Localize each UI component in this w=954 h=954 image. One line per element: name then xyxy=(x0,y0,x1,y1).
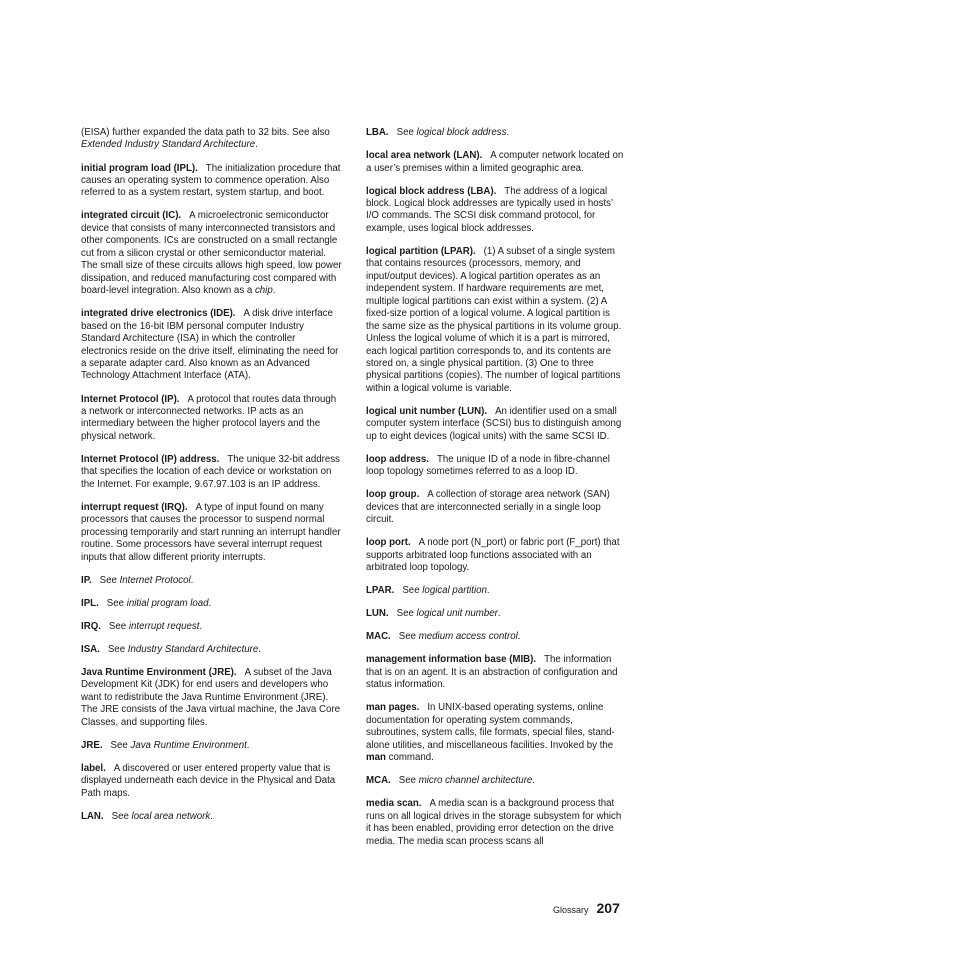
definition-text: See xyxy=(106,597,127,609)
cross-reference: micro channel architecture xyxy=(418,775,533,787)
definition-text: . xyxy=(506,127,510,138)
glossary-term: IPL. xyxy=(81,597,99,609)
glossary-term: management information base (MIB). xyxy=(366,654,537,666)
definition-text: An identifier used on a small computer system interface (SCSI) bus to distinguish among up to eight devices (logical units) with the same SCSI ID. xyxy=(366,405,622,442)
glossary-entry xyxy=(81,308,343,383)
glossary-term: loop group. xyxy=(366,489,420,501)
glossary-term: IRQ. xyxy=(81,620,101,632)
definition-text: A subset of the Java Development Kit (JDK) for end users and developers who want to redistribute the Java Runtime Environment (JRE). The JRE consists of the Java virtual machine, the Java Core Classes, and supporting files. xyxy=(81,666,340,728)
definition-text: . xyxy=(517,631,521,643)
definition-text: (1) A subset of a single system that contains resources (processors, memory, and input/output devices). A logical partition operates as an independent system. If hardware requirements are met, multiple logical partitions can exist within a system. (2) A fixed-size portion of a logical volume. A logical partition is the same size as the physical partitions in its volume group. Unless the logical volume of which it is a part is mirrored, each logical partition corresponds to, and its contents are stored on, a single physical partition. (3) One to three physical partitions (copies). The number of logical partitions within a logical volume is variable. xyxy=(366,245,622,394)
glossary-entry xyxy=(366,585,626,597)
definition-text: A media scan is a background process that runs on all logical drives in the storage subsystem for which it has been enabled, providing error detection on the drive media. The media scan process scans all xyxy=(366,798,622,847)
glossary-entry xyxy=(81,127,343,152)
glossary-right-column xyxy=(366,127,626,859)
glossary-term: LAN. xyxy=(81,810,104,822)
definition-text: The unique ID of a node in fibre-channel loop topology sometimes referred to as a loop ID. xyxy=(366,453,610,478)
glossary-entry xyxy=(81,394,343,444)
glossary-entry xyxy=(81,502,343,564)
glossary-entry xyxy=(366,631,626,643)
glossary-term: media scan. xyxy=(366,798,422,810)
glossary-term: LPAR. xyxy=(366,585,395,597)
definition-text: A disk drive interface based on the 16-bit IBM personal computer Industry Standard Architecture (ISA) in which the controller electronics reside on the drive itself, eliminating the need for a separate adapter card. Also known as an Advanced Technology Attachment Interface (ATA). xyxy=(81,308,339,382)
glossary-term: local area network (LAN). xyxy=(366,150,483,162)
definition-text: A discovered or user entered property value that is displayed underneath each device in the Physical and Data Path maps. xyxy=(81,762,336,799)
definition-text: See xyxy=(107,643,128,655)
definition-text: See xyxy=(111,810,132,822)
cross-reference: Java Runtime Environment xyxy=(130,739,247,751)
glossary-term: logical block address (LBA). xyxy=(366,185,497,197)
glossary-term: IP. xyxy=(81,574,92,586)
definition-text: . xyxy=(208,597,212,609)
cross-reference: chip xyxy=(254,285,273,297)
glossary-left-column xyxy=(81,127,343,834)
definition-text: command. xyxy=(385,752,434,764)
glossary-term: Java Runtime Environment (JRE). xyxy=(81,666,237,678)
page-footer xyxy=(553,900,620,916)
definition-text: . xyxy=(497,608,501,620)
glossary-entry xyxy=(81,575,343,587)
cross-reference: local area network xyxy=(131,810,211,822)
definition-text: See xyxy=(110,739,131,751)
definition-text: (EISA) further expanded the data path to 32 bits. See also xyxy=(81,127,330,138)
glossary-term: JRE. xyxy=(81,739,103,751)
cross-reference: initial program load xyxy=(126,597,209,609)
definition-text: . xyxy=(199,620,203,632)
definition-text: A node port (N_port) or fabric port (F_port) that supports arbitrated loop functions associated with an arbitrated loop topology. xyxy=(366,537,620,574)
definition-text: In UNIX-based operating systems, online documentation for operating system commands, subroutines, system calls, file formats, special files, stand-alone utilities, and miscellaneous facilities. Invoked by the xyxy=(366,702,615,751)
glossary-entry xyxy=(366,454,626,479)
page-number: 207 xyxy=(596,900,620,916)
glossary-term: man pages. xyxy=(366,702,420,714)
definition-text: See xyxy=(99,574,120,586)
glossary-entry xyxy=(366,150,626,175)
definition-text: See xyxy=(396,608,417,620)
glossary-term: initial program load (IPL). xyxy=(81,162,198,174)
glossary-entry xyxy=(81,667,343,729)
definition-text: The initialization procedure that causes an operating system to commence operation. Also referred to as a system restart, system startup, and boot. xyxy=(81,162,341,199)
glossary-entry xyxy=(81,763,343,800)
glossary-entry xyxy=(366,489,626,526)
glossary-term: logical unit number (LUN). xyxy=(366,405,488,417)
glossary-entry xyxy=(366,775,626,787)
cross-reference: logical unit number xyxy=(416,608,498,620)
glossary-term: interrupt request (IRQ). xyxy=(81,501,188,513)
footer-section-label: Glossary xyxy=(553,905,589,915)
glossary-term: integrated circuit (IC). xyxy=(81,210,182,222)
definition-text: A type of input found on many processors that causes the processor to suspend normal processing temporarily and start running an interrupt handler routine. Some processors have several interrupt request inputs that allow different priority interrupts. xyxy=(81,501,341,563)
definition-text: . xyxy=(258,643,261,655)
cross-reference: interrupt request xyxy=(128,620,200,632)
glossary-entry xyxy=(366,246,626,395)
definition-text: . xyxy=(272,285,276,297)
glossary-entry xyxy=(81,163,343,200)
glossary-entry xyxy=(366,186,626,236)
glossary-entry xyxy=(81,454,343,491)
glossary-term: label. xyxy=(81,762,106,774)
definition-text: See xyxy=(396,127,417,138)
glossary-entry xyxy=(81,644,343,656)
definition-text: . xyxy=(246,739,250,751)
glossary-entry xyxy=(366,127,626,139)
glossary-entry xyxy=(366,702,626,764)
glossary-entry xyxy=(366,537,626,574)
definition-text: The information that is on an agent. It is an abstraction of configuration and status information. xyxy=(366,654,618,691)
glossary-term: loop address. xyxy=(366,453,429,465)
cross-reference: logical block address xyxy=(416,127,507,138)
cross-reference: Extended Industry Standard Architecture xyxy=(81,139,256,151)
definition-text: . xyxy=(532,775,536,787)
definition-text: See xyxy=(398,631,419,643)
glossary-term: MAC. xyxy=(366,631,391,643)
cross-reference: medium access control xyxy=(418,631,518,643)
definition-text: . xyxy=(255,139,258,151)
glossary-term: integrated drive electronics (IDE). xyxy=(81,308,236,320)
glossary-entry xyxy=(81,210,343,297)
glossary-entry xyxy=(366,406,626,443)
glossary-entry xyxy=(81,811,343,823)
glossary-entry xyxy=(81,621,343,633)
definition-text: . xyxy=(190,574,194,586)
definition-text: See xyxy=(108,620,129,632)
glossary-term: LUN. xyxy=(366,608,389,620)
glossary-entry xyxy=(366,608,626,620)
glossary-term: MCA. xyxy=(366,775,391,787)
glossary-entry xyxy=(81,598,343,610)
glossary-entry xyxy=(81,740,343,752)
glossary-entry xyxy=(366,798,626,848)
definition-text: See xyxy=(402,585,423,597)
cross-reference: logical partition xyxy=(422,585,487,597)
glossary-term: Internet Protocol (IP) address. xyxy=(81,453,220,465)
glossary-term: LBA. xyxy=(366,127,389,138)
definition-text: A microelectronic semiconductor device that consists of many interconnected transistors and other components. ICs are constructed on a small rectangle cut from a silicon crystal or other semiconductor material. The small size of these circuits allows high speed, low power dissipation, and reduced manufacturing cost compared with board-level integration. Also known as a xyxy=(81,210,342,297)
definition-text: . xyxy=(210,810,213,822)
cross-reference: Internet Protocol xyxy=(119,574,191,586)
glossary-term: Internet Protocol (IP). xyxy=(81,393,180,405)
definition-text: A computer network located on a user’s premises within a limited geographic area. xyxy=(366,150,624,174)
glossary-entry xyxy=(366,654,626,691)
definition-text: . xyxy=(486,585,490,597)
definition-text: See xyxy=(398,775,419,787)
glossary-term: ISA. xyxy=(81,643,100,655)
definition-text: The address of a logical block. Logical block addresses are typically used in hosts’ I/O commands. The SCSI disk command protocol, for example, uses logical block addresses. xyxy=(366,185,613,234)
definition-text: The unique 32-bit address that specifies the location of each device or workstation on the Internet. For example, 9.67.97.103 is an IP address. xyxy=(81,453,340,490)
bold-text: man xyxy=(366,752,386,764)
definition-text: A protocol that routes data through a network or interconnected networks. IP acts as an intermediary between the higher protocol layers and the physical network. xyxy=(81,393,337,442)
cross-reference: Industry Standard Architecture xyxy=(127,643,259,655)
definition-text: A collection of storage area network (SAN) devices that are interconnected serially in a single loop circuit. xyxy=(366,489,610,526)
glossary-term: loop port. xyxy=(366,537,411,549)
glossary-term: logical partition (LPAR). xyxy=(366,245,476,257)
